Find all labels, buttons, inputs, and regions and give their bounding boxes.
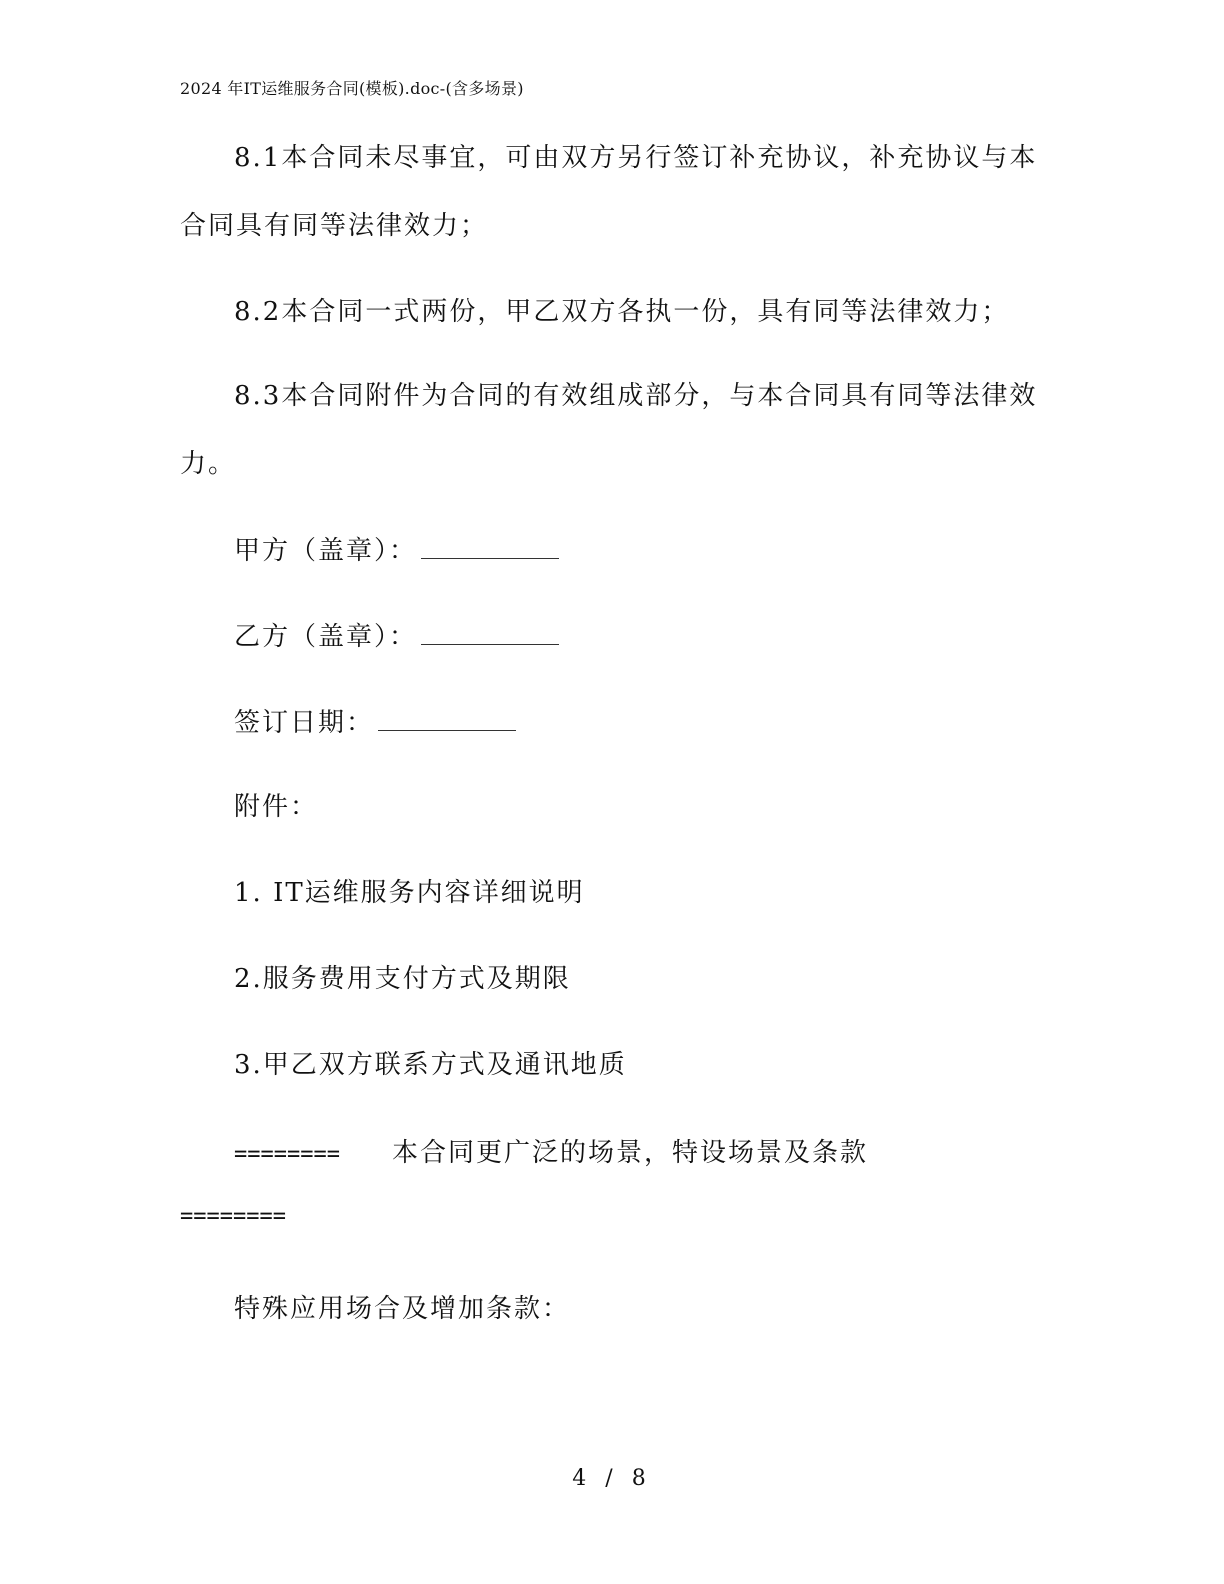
clause-8-3: 8.3本合同附件为合同的有效组成部分，与本合同具有同等法律效力。 xyxy=(180,381,1038,479)
party-b-signature xyxy=(234,618,559,654)
attachment-item-1: 1. IT运维服务内容详细说明 xyxy=(234,878,585,908)
party-a-label: 甲方（盖章）： xyxy=(234,536,418,566)
clause-8-2: 8.2本合同一式两份，甲乙双方各执一份，具有同等法律效力； xyxy=(234,297,1010,327)
party-b-label: 乙方（盖章）： xyxy=(234,622,418,652)
party-a-signature xyxy=(234,532,559,568)
scenario-title: 本合同更广泛的场景，特设场景及条款 xyxy=(391,1138,868,1168)
sign-date-blank xyxy=(378,704,516,731)
scenario-line xyxy=(234,1136,868,1172)
special-heading: 特殊应用场合及增加条款： xyxy=(234,1294,571,1324)
page-header: 2024 年IT运维服务合同(模板).doc-(含多场景) xyxy=(180,79,524,98)
party-b-blank xyxy=(421,618,559,645)
attachment-item-3: 3.甲乙双方联系方式及通讯地质 xyxy=(234,1050,627,1080)
attachments-heading: 附件： xyxy=(234,792,319,822)
clause-8-1: 8.1本合同未尽事宜，可由双方另行签订补充协议，补充协议与本合同具有同等法律效力； xyxy=(180,143,1038,241)
sign-date xyxy=(234,704,516,740)
page-number: 4 / 8 xyxy=(572,1466,652,1491)
party-a-blank xyxy=(421,532,559,559)
scenario-equals-left: ======== xyxy=(234,1142,340,1167)
scenario-equals-right: ======== xyxy=(180,1204,286,1229)
attachment-item-2: 2.服务费用支付方式及期限 xyxy=(234,964,571,994)
sign-date-label: 签订日期： xyxy=(234,708,375,738)
